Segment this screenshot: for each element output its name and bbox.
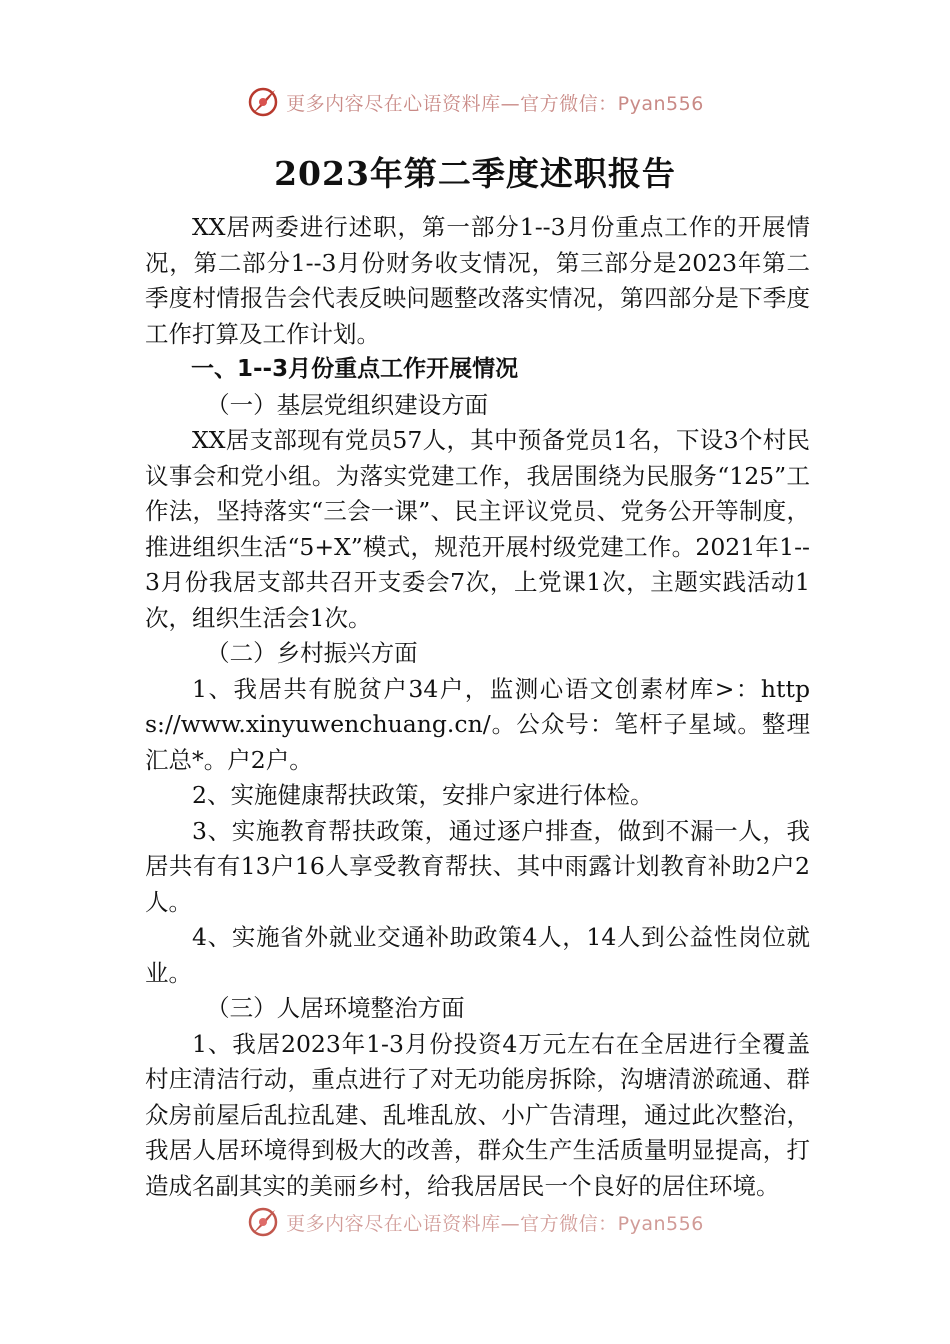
document-title: 2023年第二季度述职报告 bbox=[274, 154, 676, 193]
paragraph-revitalization-2: 2、实施健康帮扶政策，安排户家进行体检。 bbox=[192, 781, 654, 809]
paragraph-intro: XX居两委进行述职，第一部分1--3月份重点工作的开展情况，第二部分1--3月份财务收支情况，第三部分是2023年第二季度村情报告会代表反映问题整改落实情况，第四部分是下季度工作打算及工作计划。 bbox=[145, 213, 810, 348]
subsection-heading-revitalization: （二）乡村振兴方面 bbox=[206, 639, 418, 667]
subsection-heading-party: （一）基层党组织建设方面 bbox=[206, 390, 489, 419]
paragraph-revitalization-3: 3、实施教育帮扶政策，通过逐户排查，做到不漏一人，我居共有有13户16人享受教育帮扶、其中雨露计划教育补助2户2人。 bbox=[145, 816, 810, 916]
section-heading-1: 一、1--3月份重点工作开展情况 bbox=[191, 356, 519, 382]
paragraph-revitalization-4: 4、实施省外就业交通补助政策4人，14人到公益性岗位就业。 bbox=[145, 923, 810, 987]
subsection-heading-environment: （三）人居环境整治方面 bbox=[206, 994, 465, 1022]
quill-logo-icon bbox=[246, 85, 280, 119]
watermark-text: 更多内容尽在心语资料库—官方微信：Pyan556 bbox=[286, 1212, 704, 1235]
watermark-header bbox=[0, 82, 950, 122]
watermark-text: 更多内容尽在心语资料库—官方微信：Pyan556 bbox=[286, 92, 704, 115]
paragraph-party-building: XX居支部现有党员57人，其中预备党员1名，下设3个村民议事会和党小组。为落实党建工作，我居围绕为民服务“125”工作法，坚持落实“三会一课”、民主评议党员、党务公开等制度，推进组织生活“5+X”模式，规范开展村级党建工作。2021年1--3月份我居支部共召开支委会7次，上党课1次，主题实践活动1次，组织生活会1次。 bbox=[145, 426, 810, 632]
quill-logo-icon bbox=[246, 1205, 280, 1239]
watermark-footer bbox=[0, 1202, 950, 1242]
paragraph-environment-1: 1、我居2023年1-3月份投资4万元左右在全居进行全覆盖村庄清洁行动，重点进行了对无功能房拆除，沟塘清淤疏通、群众房前屋后乱拉乱建、乱堆乱放、小广告清理，通过此次整治，我居人居环境得到极大的改善，群众生产生活质量明显提高，打造成名副其实的美丽乡村，给我居居民一个良好的居住环境。 bbox=[145, 1029, 810, 1200]
paragraph-revitalization-1: 1、我居共有脱贫户34户，监测心语文创素材库>：https://www.xinyuwenchuang.cn/。公众号：笔杆子星域。整理汇总*。户2户。 bbox=[145, 674, 810, 774]
document-body bbox=[145, 210, 810, 1204]
